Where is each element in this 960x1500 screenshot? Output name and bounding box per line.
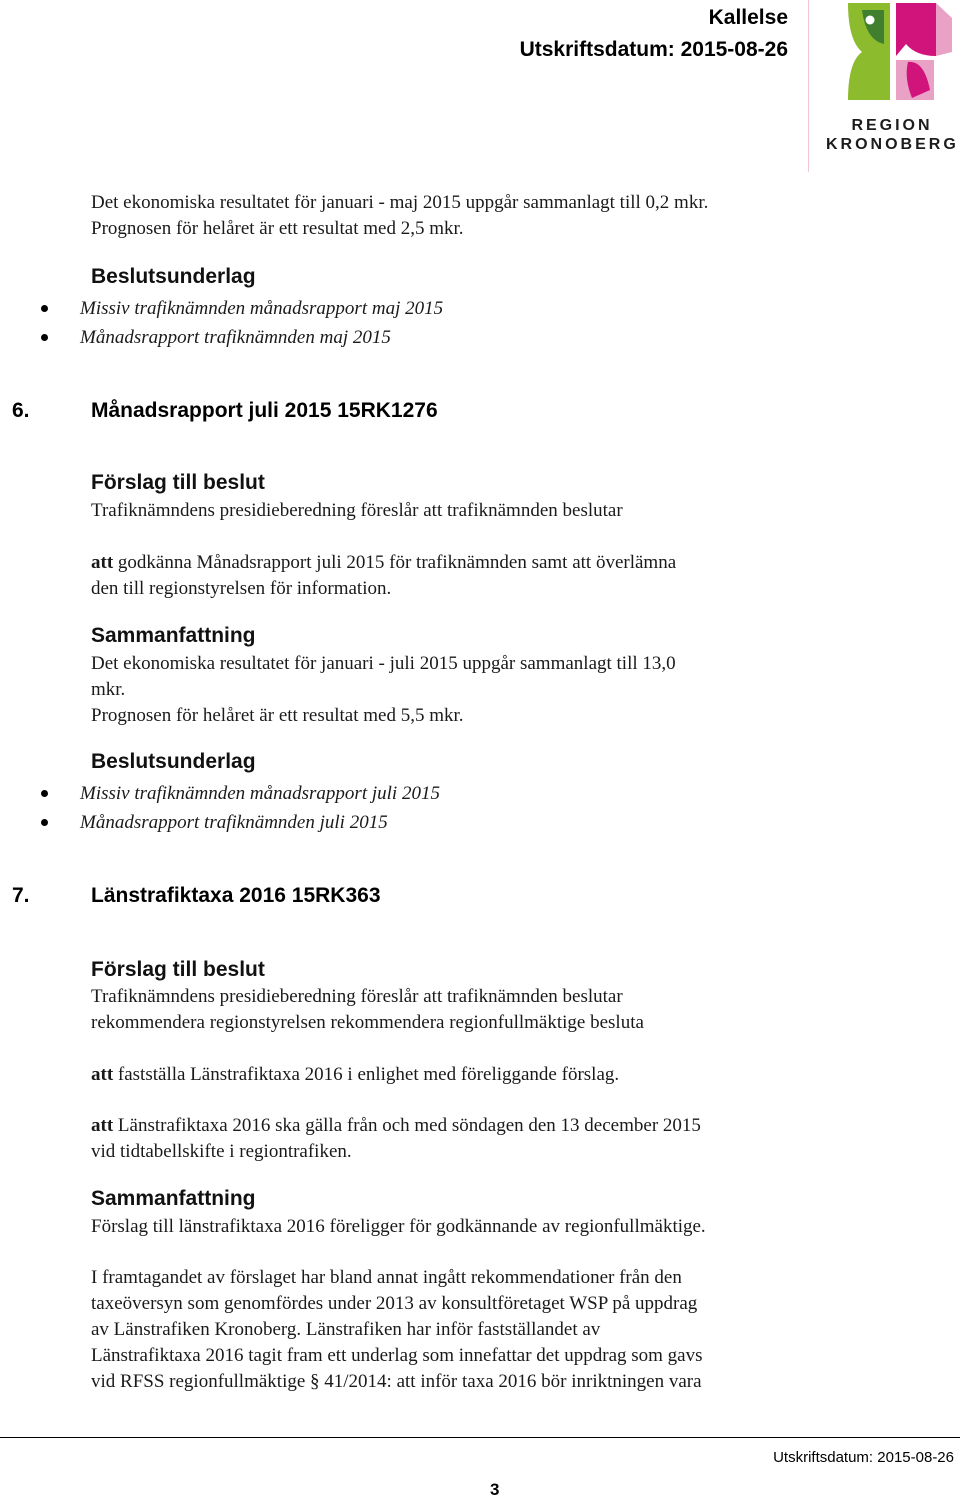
list-item: Månadsrapport trafiknämnden maj 2015 [40, 323, 443, 352]
item-7-forslag-line-2: rekommendera regionstyrelsen rekommendera regionfullmäktige besluta [91, 1012, 644, 1033]
logo-mark-icon [826, 0, 958, 110]
item-6-summary-line-3: Prognosen för helåret är ett resultat med 5,5 mkr. [91, 705, 464, 726]
item-6-title: Månadsrapport juli 2015 15RK1276 [91, 399, 438, 422]
item-7-paragraph-line: Länstrafiktaxa 2016 tagit fram ett underlag som innefattar det uppdrag som gavs [91, 1345, 703, 1366]
intro-result-line: Det ekonomiska resultatet för januari - maj 2015 uppgår sammanlagt till 0,2 mkr. [91, 192, 709, 213]
item-7-forslag-heading: Förslag till beslut [91, 958, 265, 981]
item-6-forslag-text: Trafiknämndens presidieberedning föreslår att trafiknämnden beslutar [91, 500, 623, 521]
item-6-sammanfattning-heading: Sammanfattning [91, 624, 256, 647]
footer-divider [0, 1437, 960, 1438]
item-7-forslag-line-1: Trafiknämndens presidieberedning föreslår att trafiknämnden beslutar [91, 986, 623, 1007]
item-7-paragraph-line: vid RFSS regionfullmäktige § 41/2014: att inför taxa 2016 bör inriktningen vara [91, 1371, 702, 1392]
page-number: 3 [490, 1480, 500, 1499]
item-7-summary-line: Förslag till länstrafiktaxa 2016 föreligger för godkännande av regionfullmäktige. [91, 1216, 706, 1237]
bullet-icon [41, 334, 48, 341]
intro-underlag-heading: Beslutsunderlag [91, 265, 256, 288]
item-7-title: Länstrafiktaxa 2016 15RK363 [91, 884, 381, 907]
item-7-paragraph-line: av Länstrafiken Kronoberg. Länstrafiken har inför fastställandet av [91, 1319, 601, 1340]
footer-print-date: Utskriftsdatum: 2015-08-26 [773, 1449, 954, 1466]
logo-text-kronoberg: KRONOBERG [826, 136, 959, 153]
bullet-icon [41, 819, 48, 826]
list-item: Månadsrapport trafiknämnden juli 2015 [40, 808, 440, 837]
item-7-att-line-1: att fastställa Länstrafiktaxa 2016 i enlighet med föreliggande förslag. [91, 1064, 620, 1085]
item-6-underlag-list [40, 779, 440, 837]
item-7-number: 7. [12, 884, 30, 907]
bullet-icon [41, 305, 48, 312]
list-item: Missiv trafiknämnden månadsrapport juli 2015 [40, 779, 440, 808]
print-date: Utskriftsdatum: 2015-08-26 [519, 38, 788, 61]
header-divider [808, 0, 809, 172]
document-type: Kallelse [708, 6, 788, 29]
item-7-att-line-2: att Länstrafiktaxa 2016 ska gälla från och med söndagen den 13 december 2015 [91, 1115, 701, 1136]
item-7-att-line-2b: vid tidtabellskifte i regiontrafiken. [91, 1141, 352, 1162]
item-6-summary-line-1: Det ekonomiska resultatet för januari - juli 2015 uppgår sammanlagt till 13,0 [91, 653, 676, 674]
bullet-icon [41, 790, 48, 797]
item-6-att-line-2: den till regionstyrelsen för information. [91, 578, 392, 599]
item-6-underlag-heading: Beslutsunderlag [91, 750, 256, 773]
list-item: Missiv trafiknämnden månadsrapport maj 2015 [40, 294, 443, 323]
item-6-att-line: att godkänna Månadsrapport juli 2015 för trafiknämnden samt att överlämna [91, 552, 677, 573]
item-7-sammanfattning-heading: Sammanfattning [91, 1187, 256, 1210]
intro-forecast-line: Prognosen för helåret är ett resultat med 2,5 mkr. [91, 218, 464, 239]
item-6-number: 6. [12, 399, 30, 422]
region-kronoberg-logo [826, 0, 958, 160]
item-7-paragraph-line: taxeöversyn som genomfördes under 2013 av konsultföretaget WSP på uppdrag [91, 1293, 698, 1314]
intro-underlag-list [40, 294, 443, 352]
item-6-summary-line-2: mkr. [91, 679, 126, 700]
item-7-paragraph-line: I framtagandet av förslaget har bland annat ingått rekommendationer från den [91, 1267, 682, 1288]
item-6-forslag-heading: Förslag till beslut [91, 471, 265, 494]
logo-text-region: REGION [851, 117, 933, 134]
